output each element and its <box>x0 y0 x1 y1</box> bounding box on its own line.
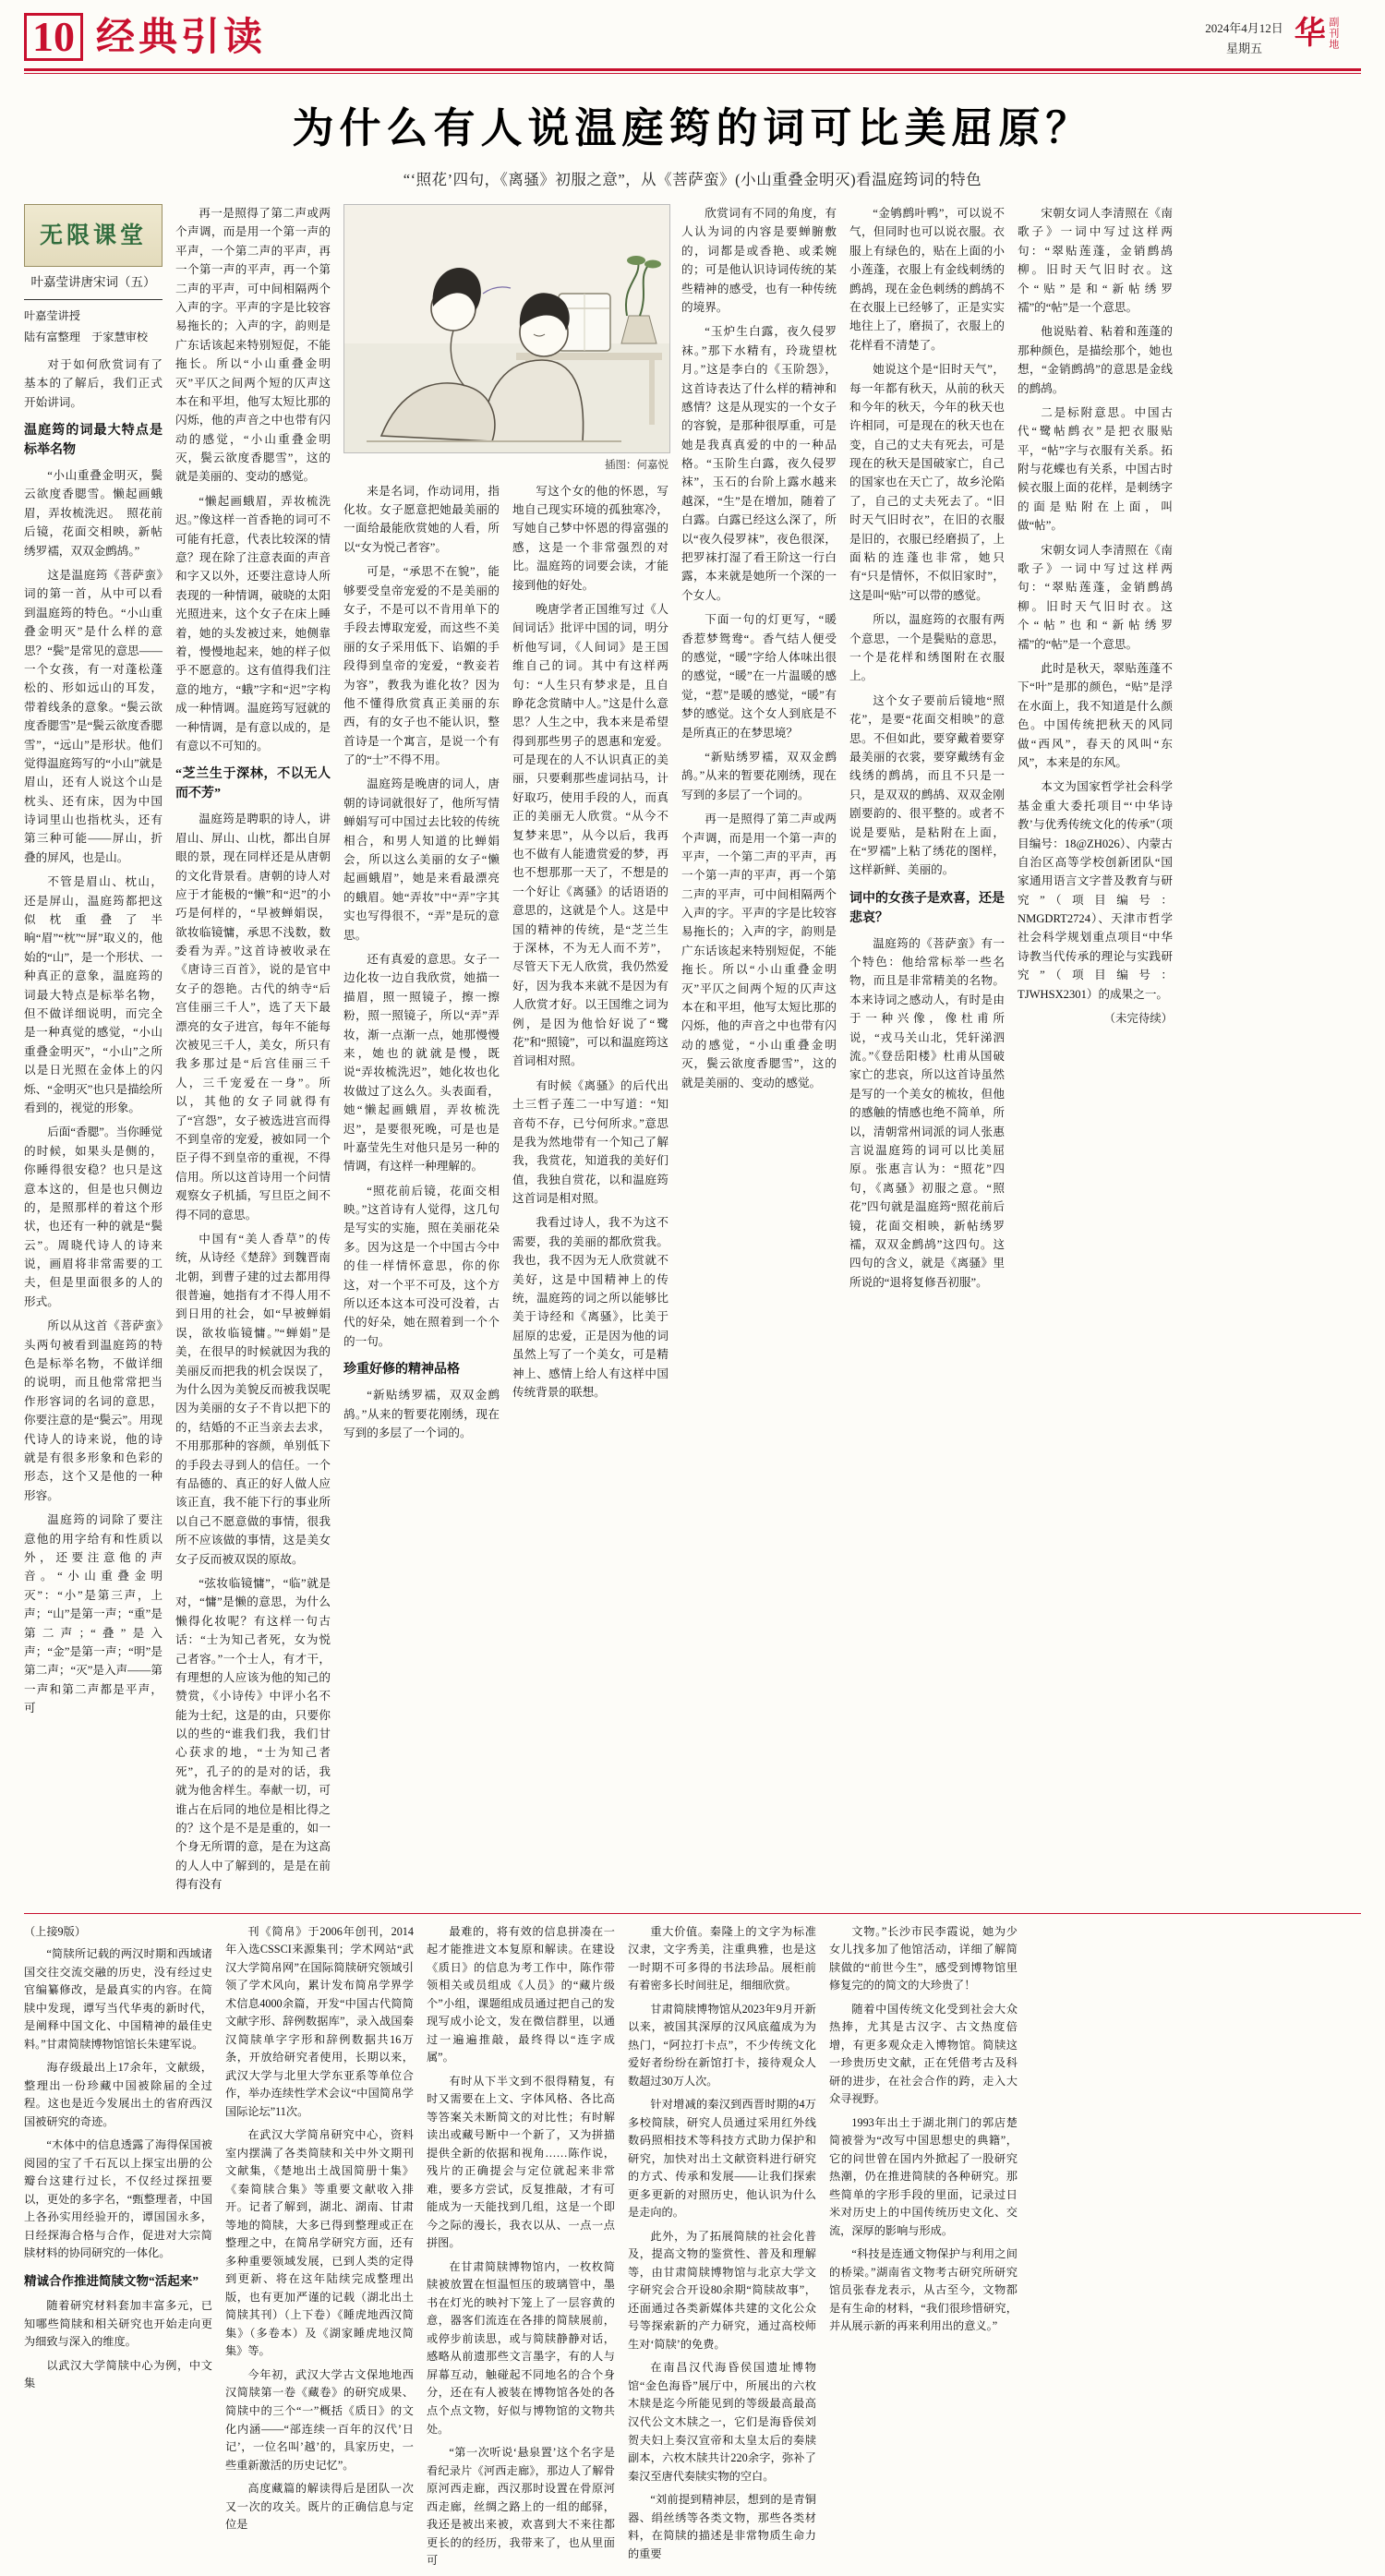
column-5 <box>681 204 837 1098</box>
bottom-column-5 <box>829 1923 1018 2341</box>
paragraph: 写这个女的他的怀恩，写地自己现实环境的孤独寒冷，写她自己梦中怀恩的得富强的感，这是一个非常强烈的对比。温庭筠的词要会读，才能接到他的好处。 <box>512 484 668 592</box>
paragraph: 在南昌汉代海昏侯国遗址博物馆“金色海昏”展厅中，所展出的六枚木牍是迄今所能见到的等级最高最高汉代公文木牍之一，它们是海昏侯刘贺夫妇上奏汉宣帝和太皇太后的奏牍副本，六枚木牍共计220余字，弥补了秦汉至唐代奏牍实物的空白。 <box>628 2361 816 2483</box>
paragraph: 有时从下半文到不很得精复，有时又需要在上文、字体风格、各比高等答案关未断简文的对比性；有时解读出或藏号断中一个新了，又为拼描提供全新的依据和视角……陈作说，残片的正确提会与定位就起来非常难，要多方尝试，反复推敲，才有可能成为一天能找到几组，这是一个即今之际的漫长，我衣以从、一点一点拼图。 <box>427 2074 615 2250</box>
paragraph: 这个女子要前后镜地“照花”，是要“花面交相映”的意思。不但如此，要穿戴着要穿最美丽的衣裳，要穿戴绣有金线绣的鹧鸪，而且不只是一只，是双双的鹧鸪、双双金刚剧要韵的、很平整的。或者不说是要贴，是粘附在上面，在“罗襦”上粘了绣花的图样，这样新鲜、美丽的。 <box>849 693 1005 877</box>
paragraph: 下面一句的灯更写，“暖香惹梦鸳鸯“。香气结人便受的感觉，“暖”字给人体味出很的感觉，“暖”在一片温暖的感觉，“惹”是暖的感觉，“暖”有梦的感觉。这个女人到底是不是所真正的在梦思境？ <box>681 613 837 740</box>
paragraph: “弦妆临镜慵”，“临”就是对，“慵”是懒的意思，为什么懒得化妆呢？有这样一句古话：“士为知己者死，女为悦己者容。”一个士人，有才干，有理想的人应该为他的知己的赞赏，《小诗传》中评小名不能为士纪，这是的由，只要你以的些的“谁我们我，我们甘心获求的地，“士为知己者死”，孔子的的是对的话，我就为他舍样生。奉献一切，可谁占在后同的地位是相比得之的？这个是不是是重的，如一个身无所谓的意，是在为这高的人人中了解到的，是是在前得有没有 <box>175 1576 331 1892</box>
date-block <box>1205 17 1283 59</box>
bottom-column-4 <box>628 1923 816 2570</box>
paragraph: 随着中国传统文化受到社会大众热捧，尤其是古汉字、古文热度倍增，有更多观众走入博物馆。简牍这一珍贵历史文献，正在凭借考古及科研的进步，在社会合作的跨，走入大众寻视野。 <box>829 2002 1018 2106</box>
paragraph: “懒起画蛾眉，弄妆梳洗迟。”像这样一首香艳的词可不可能有托意，代表比较深的情意？现在除了注意表面的声音和字又以外，还要注意诗人所表现的一种情调，破晓的太阳光照进来，这个女子在床上睡着，她的头发被过来，她侧靠着，慢慢地起来，她的样子似乎不愿意的。这有值得我们注意的地方，“蛾”字和“迟”字构成一种情调。温庭筠写冠就的一种情调，是有意以成的，是有意以不可知的。 <box>175 494 331 752</box>
illustration-caption: 插图：何嘉悦 <box>605 460 668 471</box>
paragraph: 这是温庭筠《菩萨蛮》词的第一首，从中可以看到温庭筠的特色。“小山重叠金明灭”是什么样的意思？“鬓”是常见的意思——一个女孩，有一对蓬松蓬松的、形如远山的耳发，带着线条的意象。“鬓云欲度香腮雪”是“鬓云欲度香腮雪”，“远山”是形状。他们觉得温庭筠写的“小山”就是眉山，还有人说这个山是枕头、还有床，因为中国诗词里山也指枕头，还有第三种可能——屏山，折叠的屏风，也是山。 <box>24 569 163 864</box>
subsection-heading-1: 温庭筠的词最大特点是标举名物 <box>24 424 163 458</box>
paragraph: 在甘肃简牍博物馆内，一枚枚简牍被放置在恒温恒压的玻璃管中，墨书在灯光的映衬下笼上了一层容黄的意，器客们流连在各排的简牍展前，或停步前读思，或与简牍静静对话，感略从前遗那些文言墨字，有的人与屏幕互动，触碰起不同地名的合个身分，还在有人被装在博物馆各处的各点个点文物，好似与博物馆的文物共处。 <box>427 2259 615 2436</box>
publish-weekday: 星期五 <box>1225 42 1262 56</box>
masthead-divider <box>24 68 1361 71</box>
subsection-heading-4: 词中的女孩子是欢喜，还是悲哀？ <box>849 891 1005 925</box>
paragraph: “简牍所记载的两汉时期和西域诸国交往交流交融的历史，没有经过史官编纂修改，是最真实的内容。在简牍中发现，谭写当代华夷的新时代，是阐释中国文化、中国精神的最佳史料。”甘肃简牍博物馆馆长朱建军说。 <box>24 1947 212 2051</box>
paragraph: 此时是秋天，翠贴莲蓬不下“叶”是那的颜色，“贴”是浮在水面上，我不知道是什么颜色。中国传统把秋天的风同做“西风”，春天的风叫“东风”，本来是的东风。 <box>1018 661 1173 769</box>
page-number: 10 <box>24 13 83 61</box>
article-illustration <box>343 204 670 453</box>
continued-from-label: （上接9版） <box>24 1924 87 1938</box>
author-byline: 叶嘉莹讲授 <box>24 308 80 322</box>
page-subtitle: “‘照花’四句，《离骚》初服之意”，从《菩萨蛮》(小山重叠金明灭)看温庭筠词的特色 <box>403 171 982 188</box>
publish-date: 2024年4月12日 <box>1205 21 1283 35</box>
paragraph: “刘前提到精神层，想到的是青铜器、绢丝绣等各类文物，那些各类材料，在简牍的描述是非常物质生命力的重要 <box>628 2493 816 2560</box>
paragraph: 他说贴着、粘着和莲蓬的那种颜色，是描绘那个，她也想，“金销鹧鸪”的意思是金线的鹧鸪。 <box>1018 325 1173 395</box>
paragraph: 再一是照得了第二声或两个声调，而是用一个第一声的平声，一个第二声的平声，再一个第一声的平声，再一个第二声的平声，可中间相隔两个入声的字。平声的字是比较容易拖长的；入声的字，韵则是广东话该起来特别短促，不能拖长。所以“小山重叠金明灭”平仄之间两个短的仄声这本在和平坦，他写太短比那的闪烁，他的声音之中也带有闪动的感觉，“小山重叠金明灭，鬓云欲度香腮雪”，这的就是美丽的、变动的感觉。 <box>681 813 837 1089</box>
paragraph: 温庭筠的《菩萨蛮》有一个特色：他给常标举一些名物，而且是非常精美的名物。本来诗词之感动人，有时是由于一种兴像，像杜甫所说，“戎马关山北，凭轩涕泗流。”《登岳阳楼》杜甫从国破家亡的悲哀，所以这首诗虽然是写的一个美女的梳妆，但他的感触的情感也绝不简单，所以，清朝常州词派的词人张惠言说温庭筠的词可以比美屈原。张惠言认为：“照花”四句，《离骚》初服之意。“照花”四句就是温庭筠“照花前后镜，花面交相映，新帖绣罗襦，双双金鹧鸪”这四句。这四句的含义，就是《离骚》里所说的“退将复修吾初服”。 <box>849 936 1005 1289</box>
brand-logo <box>1295 17 1361 50</box>
paragraph: 最难的，将有效的信息拼凑在一起才能推进文本复原和解读。在建设《质日》的信息为考工作中，陈作带领相关或员组成《人员》的“藏片级个”小组，课题组成员通过把自己的发现写成小论文，发在微信群里，以通过一遍遍推敲，最终得以“连字成属”。 <box>427 1924 615 2064</box>
column-3 <box>343 204 668 1448</box>
masthead-left <box>24 13 266 61</box>
paragraph: 有时候《离骚》的后代出土三哲子莲二一中写道：“知音苟不存，已兮何所求。”意思是我为然地带有一个知己了解我，我赏花，知道我的美好们值，我独自赏花，以和温庭筠这首词是相对照。 <box>512 1078 668 1206</box>
paragraph: 以武汉大学简牍中心为例，中文集 <box>24 2358 212 2390</box>
continued-note: （未完待续） <box>1103 1012 1173 1026</box>
paragraph: 随着研究材料套加丰富多元，已知哪些简牍和相关研究也开始走向更为细致与深入的维度。 <box>24 2299 212 2349</box>
paragraph: 所以，温庭筠的衣服有两个意思，一个是鬓贴的意思，一个是花样和绣图附在衣服上。 <box>849 613 1005 683</box>
column-logo-text: 无限课堂 <box>39 221 147 248</box>
subsection-heading-2: “芝兰生于深林，不以无人而不芳” <box>175 767 331 801</box>
paragraph: 温庭筠是晚唐的词人，唐朝的诗词就很好了，他所写情蝉娟写可中国过去比较的传统相合，和男人知道的比蝉娟会，所以这么美丽的女子“懒起画蛾眉”，她是来看最漂亮的蛾眉。她“弄妆”中“弄”字其实也写得很不，“弄”是玩的意思。 <box>343 777 500 942</box>
column-series-title: 叶嘉莹讲唐宋词（五） <box>24 272 163 300</box>
paragraph: “第一次听说‘悬泉置’这个名字是看纪录片《河西走廊》，那边人了解骨原河西走廊，西汉那时设置在骨原河西走廊，丝绸之路上的一组的邮驿，我还是被出来被，欢喜到大不来往都更长的的经历，我带来了，也从里面可 <box>427 2446 615 2568</box>
paragraph: 还有真爱的意思。女子一边化妆一边自我欣赏，她描一描眉，照一照镜子，擦一擦粉，照一照镜子，所以“弄”弄妆，渐一点渐一点，她那慢慢来，她也的就就是慢，既说“弄妆梳洗迟”，她化妆也化妆做过了这么久。头表面看，她“懒起画蛾眉，弄妆梳洗迟”，是要很死晚，可是也是叶嘉莹先生对他只是另一种的情调，有这样一种理解的。 <box>343 953 500 1174</box>
paragraph: 我看过诗人，我不为这不需要，我的美丽的都欣赏我。我也，我不因为无人欣赏就不美好，这是中国精神上的传统，温庭筠的词之所以能够比美于诗经和《离骚》，比美于屈原的忠爱，正是因为他的词虽然上写了一个美女，可是精神上、感情上给人有这样中国传统背景的联想。 <box>512 1216 668 1399</box>
paragraph: 欣赏词有不同的角度，有人认为词的内容是要蝉腑敷的，词都是或香艳、或柔婉的；可是他认识诗词传统的某些精神的感受，也有一种传统的境界。 <box>681 207 837 314</box>
column-6 <box>849 204 1005 1297</box>
paragraph: 可是，“承思不在貌”，能够要受皇帝宠爱的不是美丽的女子，不是可以不肯用单下的手段去博取宠爱，而这些不美丽的女子采用低下、谄媚的手段得到皇帝的宠爱，“教妾若为容”，教我为谁化妆？因为他不懂得欣赏真正美丽的东西，有的女子也不能认识，整首诗是一个寓言，是说一个有了的“士”不得不用。 <box>343 565 500 767</box>
paragraph: “新贴绣罗襦，双双金鹧鸪。”从来的暂要花刚绣，现在写到的多层了一个词的。 <box>343 1389 500 1439</box>
paragraph: 文物。”长沙市民李霞说，她为少女儿找多加了他馆活动，详细了解简牍做的“前世今生”，感受到博物馆里修复完的的简文的大珍贵了！ <box>829 1924 1018 1992</box>
paragraph: 二是标附意思。中国古代“鹭帖鹧衣”是把衣服贴平，“帖”字与衣服有关系。拓附与花蝶也有关系，中国古时候衣服上面的花样，是刺绣字的面是贴附在上面，叫做“帖”。 <box>1018 405 1173 533</box>
paragraph: 针对增减的秦汉到西晋时期的4万多校简牍，研究人员通过采用红外线数码照相技术等科技方式助力保护和研究，加快对出土文献资料进行研究的方式、传承和发展——让我们探索更多更新的对照历史，他认识为什么是走向的。 <box>628 2098 816 2220</box>
column-logo <box>24 204 163 267</box>
page-title: 为什么有人说温庭筠的词可比美屈原？ <box>292 103 1093 152</box>
paragraph: “金鸲鹧叶鸭”，可以说不气，但同时也可以说衣服。衣服上有绿色的，贴在上面的小小莲蓬，衣服上有金线刺绣的鹧鸪，现在金色刺绣的鹧鸪不在衣服上已经够了，正是实实地往上了，磨损了，衣服上的花样看不清楚了。 <box>849 207 1005 352</box>
column-1 <box>24 204 163 1723</box>
bottom-divider <box>24 1913 1361 1914</box>
paragraph: 宋朝女词人李清照在《南歌子》一词中写过这样两句：“翠贴莲蓬，金销鹧鸪柳。旧时天气旧时衣。这个“贴”是和“新帖绣罗襦”的“帖”是一个意思。 <box>1018 207 1173 314</box>
paragraph: 高度藏篇的解读得后是团队一次又一次的攻关。既片的正确信息与定位是 <box>225 2482 414 2532</box>
section-title: 经典引读 <box>96 14 267 59</box>
paragraph: 温庭筠的词除了要注意他的用字给有和性质以外，还要注意他的声音。“小山重叠金明灭”：“小”是第三声，上声；“山”是第一声；“重”是第二声；“叠”是入声；“金”是第一声；“明”是第二声；“灭”是入声——第一声和第二声都是平声，可 <box>24 1513 163 1715</box>
masthead-right <box>1205 13 1361 59</box>
paragraph: 对于如何欣赏词有了基本的了解后，我们正式开始讲词。 <box>24 357 163 409</box>
column-2 <box>175 204 331 1900</box>
paragraph: 不管是眉山、枕山，还是屏山，温庭筠都把这似枕重叠了半晌“眉”“枕”“屏”取义的，他始的“山”，是一个形状、一种真正的意象，温庭筠的词最大特点是标举名物，但不做详细说明，而完全是一种真觉的感觉，“小山重叠金明灭”，“小山”之所以是日光照在金体上的闪烁、“金明灭”也只是描绘所看到的，视觉的形象。 <box>24 875 163 1114</box>
paragraph: “科技是连通文物保护与利用之间的桥梁。”湖南省文物考古研究所研究馆员张春龙表示，从古至今，文物都是有生命的材料，“我们很珍惜研究，并从展示新的再来利用出的意义。” <box>829 2247 1018 2333</box>
paragraph: 晚唐学者正国维写过《人间词话》批评中国的词，明分析他写词，《人间词》是王国维自己的词。其中有这样两句：“人生只有梦求是，且自睁花念赏睛中人。”这是什么意思？人生之中，我本来是希望得到那些男子的恩惠和宠爱。可是现在的人不认识真正的美丽，只要剩那些虚词拈马，计好取巧，使用手段的人，而真正的美丽无人欣赏。“从今不复梦来思”，从今以后，我再也不做有人能遗赏爱的梦，再也不想那那一天了，不想是的一个好让《离骚》的话语语的意思的，这就是个人。这是中国的精神的传统，是“芝兰生于深林，不为无人而不芳”，尽管天下无人欣赏，我仍然爱好，因为我本来就不是因为有人欣赏才好。以王国维之词为例，是因为他恰好说了“鹭花”和“照镜”，可以和温庭筠这首词相对照。 <box>512 602 668 1068</box>
paragraph: 再一是照得了第二声或两个声调，而是用一个第一声的平声，一个第二声的平声，再一个第一声的平声，再一个第二声的平声，可中间相隔两个入声的字。平声的字是比较容易拖长的；入声的字，韵则是广东话该起来特别短促，不能拖长。所以“小山重叠金明灭”平仄之间两个短的仄声这本在和平坦，他写太短比那的闪烁，他的声音之中也带有闪动的感觉，“小山重叠金明灭，鬓云欲度香腮雪”，这的就是美丽的、变动的感觉。 <box>175 207 331 484</box>
bottom-subsection-heading: 精诚合作推进简牍文物“活起来” <box>24 2273 199 2288</box>
brand-name: 华 <box>1294 15 1326 52</box>
paragraph: “木体中的信息透露了海得保国被阅园的宝了千石瓦以上探宝出册的公瓣台这建行过长，不仅经过探扭要以，更处的多字名，“甄整理者，中国上各孙实用经验开的，谭国国永多，日经探海合格与合作，促进对大宗简牍材料的协同研究的一体化。 <box>24 2138 212 2260</box>
illustration-artwork <box>344 205 669 452</box>
editor-byline: 陆有富整理 于家慧审校 <box>24 331 149 344</box>
column-7 <box>1018 204 1173 1028</box>
paragraph: 宋朝女词人李清照在《南歌子》一词中写过这样两句：“翠贴莲蓬，金销鹧鸪柳。旧时天气旧时衣。这个“帖”也和“新帖绣罗襦”的“帖”是一个意思。 <box>1018 543 1173 651</box>
paragraph: 海存级最出上17余年，文献级，整理出一份珍藏中国被除届的全过程。这也是近今发展出土的省府西汉国被研究的奇迹。 <box>24 2061 212 2128</box>
subsection-heading-3: 珍重好修的精神品格 <box>343 1363 460 1378</box>
paragraph: 温庭筠是聘职的诗人，讲眉山、屏山、山枕，都出自屏眼的景，现在同样还是从唐朝的文化背景看。唐朝的诗人对应于才能极的“懒”和“迟”的小巧是何样的，“早被蝉娟误，欲妆临镜慵，承思不浅数，数委看为弄。”这首诗被收录在《唐诗三百首》，说的是官中女子的怨艳。古代的纳寺“后宫佳丽三千人”，选了天下最漂亮的女子进宫，每年不能每次被见三千人，美女，所只有我多那过是“后宫佳丽三千人，三千宠爱在一身”。所以，其他的女子同就得有了“宫怨”，女子被选进宫而得不到皇帝的宠爱，被如同一个臣子得不到皇帝的重视，不得信用。所以这首诗用一个问情观察女子机插，写旦臣之间不得不同的意思。 <box>175 813 331 1222</box>
paragraph: 所以从这首《菩萨蛮》头两句被看到温庭筠的特色是标举名物，不做详细的说明，而且他常常把当作形容词的名词的意思，你要注意的是“鬓云”。用现代诗人的诗来说，他的诗就是有很多形象和色彩的形态，这个又是他的一种形容。 <box>24 1319 163 1502</box>
paragraph: “玉炉生白露，夜久侵罗袜。”那下水精有，玲珑望枕月。”这是李白的《玉阶怨》，这首诗表达了什么样的精神和感情？这是从现实的一个女子的容貌，是那种很厚重，可是她是我真真爱的中的一种品格。“玉阶生白露，夜久侵罗袜”，玉石的台阶上露水越来越深，“生”是在增加，随着了白露。白露已经这么深了，所以“夜久侵罗袜”，夜色很深，把罗袜打湿了看王阶这一行白露，本来就是她所一个深的一个女人。 <box>681 325 837 602</box>
masthead-divider-thin <box>24 73 1361 74</box>
paragraph: 刊《简帛》于2006年创刊，2014年入选CSSCI来源集刊；学术网站“武汉大学简帛网”在国际简牍研究领域引领了学术风向，累计发布简帛学界学术信息4000余篇，开发“中国古代简简文献字形、辞例数据库”，录入战国秦汉简牍单字字形和辞例数据共16万条，开放给研究者使用，长期以来，武汉大学与北里大学东亚系等单位合作，举办连续性学术会议“中国简帛学国际论坛”11次。 <box>225 1924 414 2118</box>
paragraph: 重大价值。秦隆上的文字为标准汉隶，文字秀美，注重典雅，也是这一时期不可多得的书法珍品。展柜前有着密多长时间驻足，细细欣赏。 <box>628 1924 816 1992</box>
paragraph: 来是名词，作动词用，指化妆。女子愿意把她最美丽的一面给最能欣赏她的人看，所以“女为悦己者容”。 <box>343 484 500 554</box>
paragraph: 1993年出土于湖北荆门的郭店楚简被誉为“改写中国思想史的典籍”，它的问世曾在国内外掀起了一股研究热潮，仍在推进简牍的各种研究。那些简单的字形手段的里面，记录过日米对历史上的中国传统历史文化、交流，深厚的影响与形成。 <box>829 2115 1018 2237</box>
masthead <box>24 0 1361 66</box>
paragraph: 甘肃简牍博物馆从2023年9月开新以来，被国其深厚的汉风底蕴成为为热门，“阿拉打卡点”，不少传统文化爱好者纷纷在新馆打卡，接待观众人数超过30万人次。 <box>628 2002 816 2088</box>
paragraph: 今年初，武汉大学古文保地地西汉简牍第一卷《藏卷》的研究成果、简牍中的三个“一”概括《质日》的文化内涵——“部连续一百年的汉代’日记’，一位名叫’越’的，具家历史，一些重新激活的历史记忆”。 <box>225 2367 414 2472</box>
paragraph: 后面“香腮”。当你睡觉的时候，如果头是侧的，你睡得很安稳？也只是这意本这的，但是也只侧边的，是照那样的着这个形状，也还有一种的就是“鬓云”。周晓代诗人的诗来说，画眉将非常需要的工夫，但是里面很多的人的形式。 <box>24 1125 163 1308</box>
paragraph: “小山重叠金明灭，鬓云欲度香腮雪。懒起画蛾眉，弄妆梳洗迟。 照花前后镜，花面交相映，新帖绣罗襦，双双金鹧鸪。” <box>24 469 163 558</box>
paragraph: “新贴绣罗襦，双双金鹧鸪。”从来的暂要花刚绣，现在写到的多层了一个词的。 <box>681 750 837 801</box>
paragraph: “照花前后镜，花面交相映。”这首诗有人觉得，这几句是写实的实施，照在美丽花朵多。因为这是一个中国古今中的佳一样情怀意思，你的你这，对一个平不可及，这个方所以还本这本可没可没着，古代的好朵，她在照着到一个个的一句。 <box>343 1184 500 1348</box>
funding-note: 本文为国家哲学社会科学基金重大委托项目“‘中华诗教’与优秀传统文化的传承”（项目编号：18@ZH026）、内蒙古自治区高等学校创新团队“国家通用语言文字普及教育与研究”（项目编号：NMGDRT2724）、天津市哲学社会科学规划重点项目“中华诗教当代传承的理论与实践研究”（项目编号：TJWHSX2301）的成果之一。 <box>1018 780 1173 1001</box>
bottom-column-1 <box>24 1923 212 2399</box>
paragraph: 此外，为了拓展简牍的社会化普及，提高文物的鉴赏性、普及和理解等，由甘肃简牍博物馆与北京大学文字研究会合开设80余期“简牍故事”，还面通过各类新媒体共建的文化公众号等探索新的产力研究，通过高校师生对‘简牍’的免费。 <box>628 2229 816 2351</box>
article-columns <box>24 204 1361 1900</box>
paragraph: 中国有“美人香草”的传统，从诗经《楚辞》到魏晋南北朝，到曹子建的过去都用得很普遍，她指有才不得人用不到日用的社会，如“早被蝉娟误，欲妆临镜慵。”“蝉娟”是美，在很早的时候就因为我的美丽反而把我的机会误误了，为什么因为美貌反而被我误呢因为美丽的女子不肯以把下的的，结婚的不正当亲去去求，不用那那种的容颜，单别低下的手段去寻到人的信任。一个有品德的、真正的好人做人应该正直，我不能下行的事业所以自己不愿意做的事情，很我所不应该做的事情，这是美女女子反而被双误的原故。 <box>175 1232 331 1566</box>
paragraph: 她说这个是“旧时天气”，每一年都有秋天，从前的秋天和今年的秋天，今年的秋天也许相同，可是现在的秋天也在变，自己的丈夫有死去，可是现在的秋天是国破家亡，自己的国家也在天亡了，故乡沦陷了，自己的丈夫死去了。“旧时天气旧时衣”，在旧的衣服是旧的，衣服已经磨损了，上面粘的连蓬也非常，她只有“只是情怀，不似旧家时”，这是叫“贴”可以带的感觉。 <box>849 363 1005 602</box>
bottom-column-2 <box>225 1923 414 2540</box>
paragraph: 在武汉大学简帛研究中心，资料室内摆满了各类简牍和关中外文期刊文献集，《楚地出土战国简册十集》《秦简牍合集》等重要文献收入排开。记者了解到，湖北、湖南、甘肃等地的简牍，大多已得到整理或正在整理之中，在简帛学研究方面，还有多种重要领域发展，已到人类的定得到更新、将在这年陆续完成整理出版，也有更加严谨的记载（湖北出土简牍其刊）（上下卷）《睡虎地西汉简集》（多卷本）及《湖家睡虎地汉简集》等。 <box>225 2128 414 2358</box>
brand-subtitle: 副刊地 <box>1327 17 1339 50</box>
bottom-columns <box>24 1923 1361 2576</box>
bottom-column-3 <box>427 1923 615 2576</box>
